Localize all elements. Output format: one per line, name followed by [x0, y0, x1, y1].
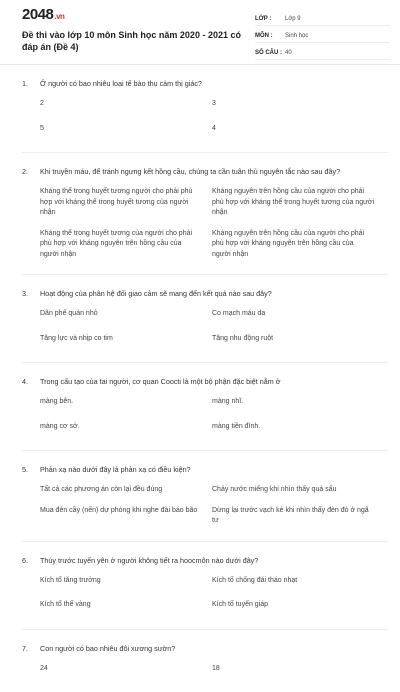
answer-option[interactable]: Mua đèn cầy (nến) dự phòng khi nghe đài báo bão: [40, 506, 212, 527]
question-number: 2.: [22, 167, 40, 177]
page-title: Đề thi vào lớp 10 môn Sinh học năm 2020 - 2021 có đáp án (Đề 4): [22, 29, 242, 53]
question-number: 7.: [22, 644, 40, 654]
answer-option[interactable]: 24: [40, 664, 212, 675]
meta-value: Lớp 9: [285, 16, 301, 22]
question-7: [22, 630, 388, 692]
answer-option[interactable]: 4: [212, 124, 384, 135]
answer-option[interactable]: 18: [212, 664, 384, 675]
question-number: 6.: [22, 556, 40, 566]
answer-option[interactable]: màng cơ sở.: [40, 422, 212, 433]
answer-option[interactable]: Kháng nguyên trên hồng cầu của người cho phải phù hợp với kháng nguyên trên hồng cầu của người nhận: [212, 229, 384, 261]
question-list: [0, 65, 400, 692]
answer-option[interactable]: màng tiền đình.: [212, 422, 384, 433]
question-text: Thùy trước tuyến yên ở người không tiết ra hoocmôn nào dưới đây?: [40, 556, 388, 566]
answer-option[interactable]: Kháng thể trong huyết tương người cho phải phù hợp với kháng thể trong huyết tương của người nhận: [40, 187, 212, 219]
question-number: 4.: [22, 377, 40, 387]
exam-meta: [255, 12, 390, 63]
answer-option[interactable]: màng nhĩ.: [212, 397, 384, 408]
question-text: Hoạt động của phân hệ đối giao cảm sẽ mang đến kết quả nào sau đây?: [40, 289, 388, 299]
answer-option[interactable]: Kháng nguyên trên hồng cầu của người cho phải phù hợp với kháng thể trong huyết tương của người nhận: [212, 187, 384, 219]
meta-value: Sinh học: [285, 33, 308, 39]
answer-option[interactable]: Kháng thể trong huyết tương của người cho phải phù hợp với kháng nguyên trên hồng cầu của người nhận: [40, 229, 212, 261]
question-text: Ở người có bao nhiêu loại tế bào thụ cảm thị giác?: [40, 79, 388, 89]
answer-option[interactable]: Kích tố chống đái tháo nhạt: [212, 576, 384, 587]
meta-row-count: [255, 46, 390, 60]
question-number: 5.: [22, 465, 40, 475]
question-number: 1.: [22, 79, 40, 89]
meta-row-grade: [255, 12, 390, 26]
question-text: Khi truyền máu, để tránh ngưng kết hồng cầu, chúng ta cần tuân thủ nguyên tắc nào sau đây?: [40, 167, 388, 177]
answer-option[interactable]: 5: [40, 124, 212, 135]
meta-value: 40: [285, 50, 292, 56]
answer-option[interactable]: màng bên.: [40, 397, 212, 408]
answer-option[interactable]: 2: [40, 99, 212, 110]
logo-suffix: .vn: [54, 12, 64, 21]
question-5: [22, 451, 388, 542]
page-header: [0, 0, 400, 65]
question-3: [22, 275, 388, 363]
answer-option[interactable]: Dãn phế quản nhỏ: [40, 309, 212, 320]
question-text: Trong cấu tạo của tai người, cơ quan Coocti là một bộ phận đặc biệt nằm ở: [40, 377, 388, 387]
question-6: [22, 542, 388, 630]
meta-row-subject: [255, 29, 390, 43]
answer-option[interactable]: Kích tố tăng trưởng: [40, 576, 212, 587]
question-number: 3.: [22, 289, 40, 299]
meta-key: MÔN :: [255, 33, 285, 39]
answer-option[interactable]: Chảy nước miếng khi nhìn thấy quả sấu: [212, 485, 384, 496]
answer-option[interactable]: Tăng nhu động ruột: [212, 334, 384, 345]
question-1: [22, 65, 388, 153]
answer-option[interactable]: Kích tố thể vàng: [40, 600, 212, 611]
answer-option[interactable]: Dừng lại trước vạch kẻ khi nhìn thấy đèn đỏ ở ngã tư: [212, 506, 384, 527]
question-text: Con người có bao nhiêu đôi xương sườn?: [40, 644, 388, 654]
meta-key: SỐ CÂU :: [255, 50, 285, 56]
answer-option[interactable]: Tăng lực và nhịp co tim: [40, 334, 212, 345]
answer-option[interactable]: Co mạch máu da: [212, 309, 384, 320]
answer-option[interactable]: Tất cả các phương án còn lại đều đúng: [40, 485, 212, 496]
question-text: Phản xạ nào dưới đây là phản xạ có điều kiện?: [40, 465, 388, 475]
answer-option[interactable]: 3: [212, 99, 384, 110]
question-2: [22, 153, 388, 275]
meta-key: LỚP :: [255, 16, 285, 22]
answer-option[interactable]: Kích tố tuyến giáp: [212, 600, 384, 611]
question-4: [22, 363, 388, 451]
logo-main: 2048: [22, 6, 53, 23]
